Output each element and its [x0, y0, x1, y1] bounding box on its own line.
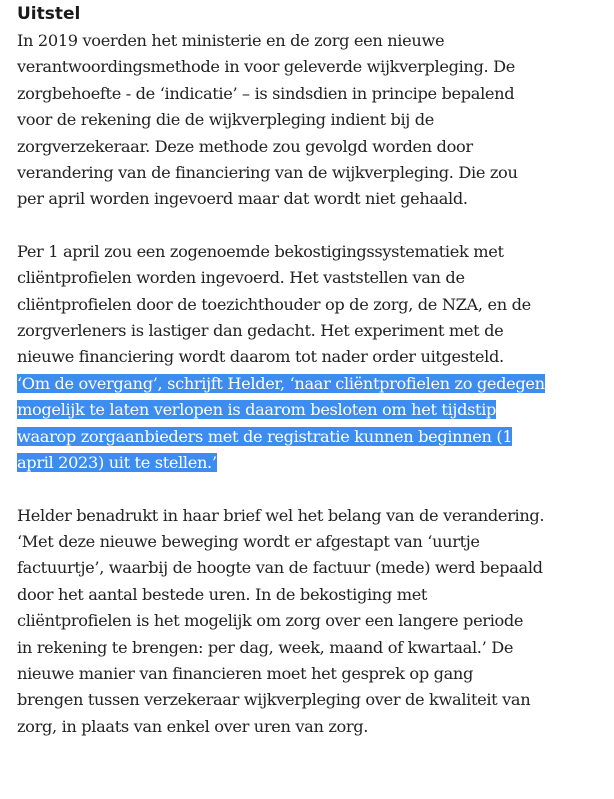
text-line: Per 1 april zou een zogenoemde bekostigingssystematiek met [17, 241, 504, 261]
text-line: nieuwe financiering wordt daarom tot nader order uitgesteld. [17, 347, 504, 367]
text-line: cliëntprofielen door de toezichthouder op de zorg, de NZA, en de [17, 294, 531, 314]
text-line: zorgbehoefte - de ‘indicatie’ – is sindsdien in principe bepalend [17, 83, 515, 103]
selected-quote-line[interactable] [17, 450, 607, 476]
paragraph-3 [17, 503, 607, 741]
text-line: brengen tussen verzekeraar wijkverpleging over de kwaliteit van [17, 690, 531, 710]
paragraph-2 [17, 239, 607, 477]
text-line: ‘Met deze nieuwe beweging wordt er afgestapt van ‘uurtje [17, 531, 480, 551]
text-selection[interactable]: waarop zorgaanbieders met de registratie kunnen beginnen (1 [17, 426, 513, 446]
text-line: in rekening te brengen: per dag, week, maand of kwartaal.’ De [17, 637, 514, 657]
selected-quote-line[interactable] [17, 424, 607, 450]
text-line: voor de rekening die de wijkverpleging indient bij de [17, 110, 435, 130]
text-line: door het aantal bestede uren. In de bekostiging met [17, 584, 428, 604]
selected-quote-line[interactable] [17, 397, 607, 423]
text-line: In 2019 voerden het ministerie en de zorg een nieuwe [17, 31, 445, 50]
section-heading: Uitstel [17, 4, 81, 24]
text-line: cliëntprofielen is het mogelijk om zorg over een langere periode [17, 611, 524, 631]
text-line: verantwoordingsmethode in voor geleverde wijkverpleging. De [17, 57, 515, 77]
text-selection[interactable]: mogelijk te laten verlopen is daarom besloten om het tijdstip [17, 400, 497, 420]
text-line: verandering van de financiering van de wijkverpleging. Die zou [17, 163, 518, 183]
article-body [17, 0, 607, 766]
text-line: factuurtje’, waarbij de hoogte van de factuur (mede) werd bepaald [17, 558, 543, 578]
paragraph-1 [17, 28, 607, 213]
text-selection[interactable]: april 2023) uit te stellen.’ [17, 453, 217, 473]
text-selection[interactable]: ‘Om de overgang’, schrijft Helder, ‘naar cliëntprofielen zo gedegen [17, 373, 545, 393]
text-line: zorg, in plaats van enkel over uren van zorg. [17, 716, 369, 736]
selected-quote-line[interactable] [17, 371, 607, 397]
text-line: zorgverleners is lastiger dan gedacht. Het experiment met de [17, 321, 504, 341]
text-line: Helder benadrukt in haar brief wel het belang van de verandering. [17, 505, 545, 525]
text-line: nieuwe manier van financieren moet het gesprek op gang [17, 663, 474, 683]
text-line: zorgverzekeraar. Deze methode zou gevolgd worden door [17, 136, 473, 156]
text-line: cliëntprofielen worden ingevoerd. Het vaststellen van de [17, 268, 465, 288]
text-line: per april worden ingevoerd maar dat wordt niet gehaald. [17, 189, 468, 209]
